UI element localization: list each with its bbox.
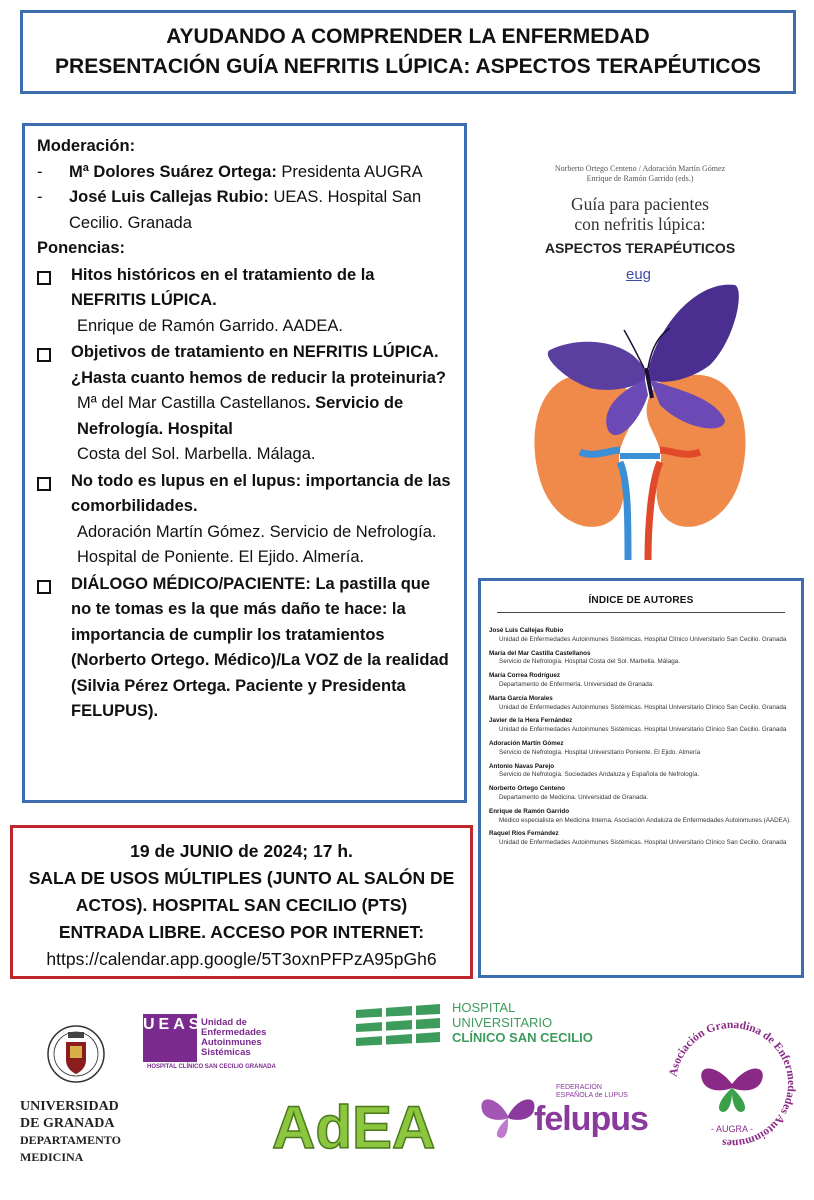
author-entry: Raquel Ríos Fernández Unidad de Enfermedades Autoinmunes Sistémicas. Hospital Universitario Clínico San Cecilio. Granada (489, 830, 787, 847)
book-cover (500, 120, 780, 560)
ugr-logo-text: UNIVERSIDAD DE GRANADA DEPARTAMENTO MEDICINA (20, 1099, 121, 1164)
title-line-1: AYUDANDO A COMPRENDER LA ENFERMEDAD (166, 25, 650, 48)
ueas-mark: UEAS (143, 1014, 197, 1062)
talk-title: No todo es lupus en el lupus: importancia de las comorbilidades. (71, 471, 451, 515)
talk-title: Hitos históricos en el tratamiento de la NEFRITIS LÚPICA. (71, 265, 375, 309)
augra-logo (662, 1014, 802, 1154)
title-line-2: PRESENTACIÓN GUÍA NEFRITIS LÚPICA: ASPECTOS TERAPÉUTICOS (55, 55, 761, 78)
svg-text:- AUGRA -: - AUGRA - (710, 1124, 754, 1134)
author-entry: Enrique de Ramón Garrido Médico especialista en Medicina Interna. Asociación Andaluza de Enfermedades Autoinmunes (AADEA). (489, 807, 791, 824)
event-date: 19 de JUNIO de 2024; 17 h. (130, 841, 353, 861)
felupus-butterfly-icon (478, 1086, 538, 1142)
ugr-shield-icon (46, 1020, 106, 1092)
moderator-item: - José Luis Callejas Rubio: UEAS. Hospital San Cecilio. Granada (37, 188, 422, 232)
talk-speaker: Adoración Martín Gómez. Servicio de Nefrología. Hospital de Poniente. El Ejido. Almería. (77, 522, 437, 566)
author-index-heading: ÍNDICE DE AUTORES (497, 587, 785, 613)
ueas-logo (143, 1014, 303, 1076)
moderator-role: Presidenta AUGRA (281, 162, 423, 181)
felupus-name: felupus (534, 1100, 648, 1138)
checkbox-icon (37, 340, 71, 468)
event-venue-line-1: SALA DE USOS MÚLTIPLES (JUNTO AL SALÓN DE (28, 868, 455, 888)
talk-title: DIÁLOGO MÉDICO/PACIENTE: La pastilla que no te tomas es la que más daño te hace: la importancia de cumplir los tratamientos (Norberto Ortego. Médico)/La VOZ de la realidad (Silvia Pérez Ortega. Paciente y Presidenta FELUPUS). (71, 574, 449, 720)
publisher-logo: eug (626, 266, 652, 283)
talk-speaker: Enrique de Ramón Garrido. AADEA. (77, 316, 343, 335)
ueas-footer: HOSPITAL CLÍNICO SAN CECILIO GRANADA (147, 1064, 276, 1070)
felupus-logo (478, 1082, 648, 1142)
author-entry: Javier de la Hera Fernández Unidad de Enfermedades Autoinmunes Sistémicas. Hospital Universitario Clínico San Cecilio. Granada (489, 717, 787, 734)
cover-subtitle: ASPECTOS TERAPÉUTICOS (544, 240, 736, 256)
author-entry: Antonio Navas Parejo Servicio de Nefrología. Sociedades Andaluza y Española de Nefrología. (489, 762, 700, 779)
author-entry: María Correa Rodríguez Departamento de Enfermería. Universidad de Granada. (489, 672, 655, 688)
moderator-name: Mª Dolores Suárez Ortega: (69, 162, 277, 181)
author-entry: María del Mar Castilla Castellanos Servicio de Nefrología. Hospital Costa del Sol. Marbella. Málaga. (489, 649, 680, 666)
hospital-logo (352, 1000, 632, 1056)
author-index-panel (478, 578, 804, 978)
checkbox-icon (37, 469, 71, 571)
hospital-mark-icon (352, 1002, 444, 1054)
svg-text:Asociación Granadina de Enferm: Asociación Granadina de Enfermedades Autoinmunes (667, 1018, 798, 1150)
moderation-label: Moderación: (37, 137, 136, 155)
svg-text:AdEA: AdEA (272, 1094, 436, 1161)
cover-title: Guía para pacientes con nefritis lúpica: (571, 194, 709, 234)
author-entry: José Luis Callejas Rubio Unidad de Enfermedades Autoinmunes Sistémicas. Hospital Clínico Universitario San Cecilio. Granada (489, 627, 787, 643)
kidney-butterfly-illustration (520, 280, 760, 560)
talk-title: Objetivos de tratamiento en NEFRITIS LÚPICA. ¿Hasta cuanto hemos de reducir la proteinuria? (71, 343, 446, 387)
moderator-item: - Mª Dolores Suárez Ortega: Presidenta AUGRA (37, 162, 423, 181)
talk-item (37, 572, 452, 725)
author-entry: Norberto Ortego Centeno Departamento de Medicina. Universidad de Granada. (489, 785, 649, 801)
program-panel (22, 123, 467, 803)
event-access: ENTRADA LIBRE. ACCESO POR INTERNET: (58, 922, 425, 942)
event-url-link[interactable]: https://calendar.app.google/5T3oxnPFPzA95pGh6 (46, 949, 437, 969)
moderator-role: UEAS. Hospital San Cecilio. Granada (69, 188, 422, 232)
adea-logo (268, 1090, 436, 1161)
ueas-name: Unidad de Enfermedades Autoinmunes Sistémicas (201, 1017, 267, 1058)
talk-speaker: Mª del Mar Castilla Castellanos. Servicio de Nefrología. Hospital Costa del Sol. Marbella. Málaga. (77, 394, 404, 463)
cover-authors: Norberto Ortego Centeno / Adoración Martín Gómez Enrique de Ramón Garrido (eds.) (554, 164, 726, 183)
moderator-name: José Luis Callejas Rubio: (69, 188, 269, 206)
event-venue-line-2: ACTOS). HOSPITAL SAN CECILIO (PTS) (75, 895, 408, 915)
talk-item (37, 340, 452, 468)
event-info-panel (10, 825, 473, 979)
title-banner (20, 10, 796, 94)
talks-label: Ponencias: (37, 239, 126, 257)
author-entry: Adoración Martín Gómez Servicio de Nefrología. Hospital Universitario Poniente. El Ejido. Almería (489, 739, 701, 756)
author-entry: Marta García Morales Unidad de Enfermedades Autoinmunes Sistémicas. Hospital Universitario Clínico San Cecilio. Granada (489, 694, 787, 711)
checkbox-icon (37, 572, 71, 725)
talk-item (37, 263, 452, 340)
talk-item (37, 469, 452, 571)
hospital-name: HOSPITAL UNIVERSITARIO CLÍNICO SAN CECILIO (452, 1000, 593, 1045)
felupus-federation: FEDERACIÓN ESPAÑOLA de LUPUS (556, 1084, 628, 1099)
checkbox-icon (37, 263, 71, 340)
